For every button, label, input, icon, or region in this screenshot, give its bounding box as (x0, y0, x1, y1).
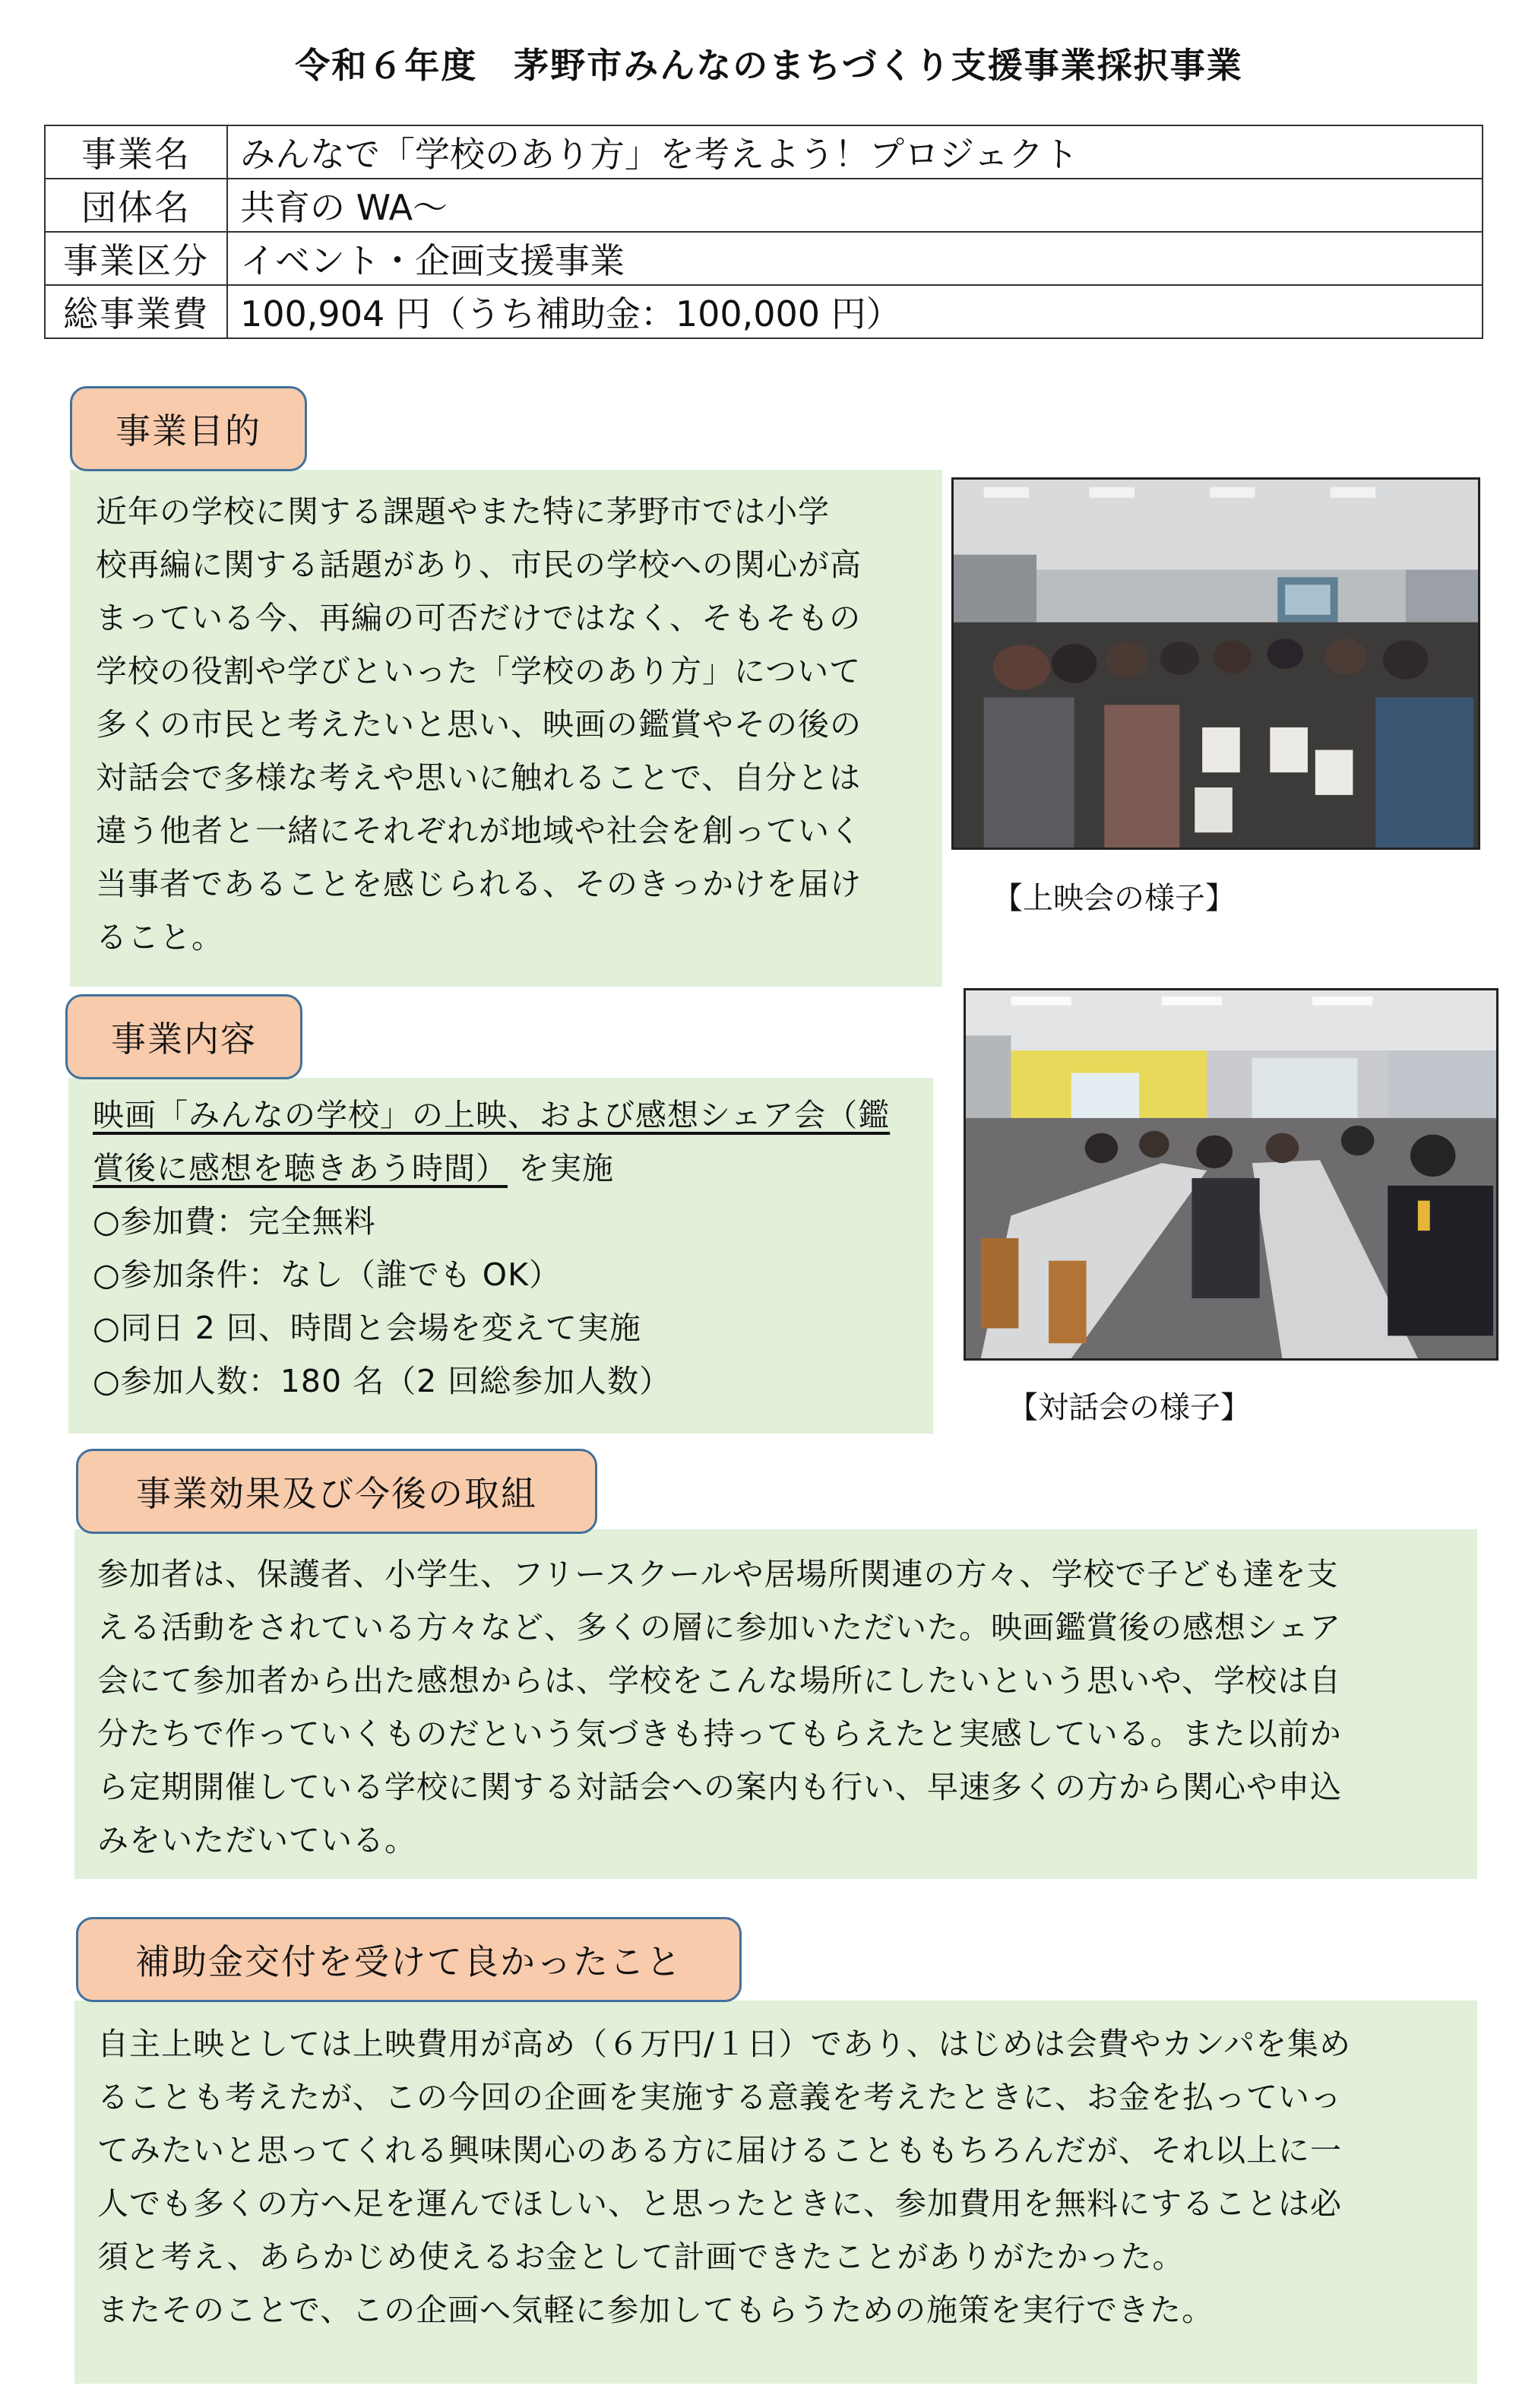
benefits-text (97, 2017, 1465, 2337)
category-label: 事業区分 (45, 232, 227, 285)
organization-value: 共育の WA～ (227, 179, 1483, 232)
dialogue-photo (964, 988, 1498, 1361)
effects-line: ら定期開催している学校に関する対話会への案内も行い、早速多くの方から関心や申込 (97, 1769, 1342, 1805)
total-cost-label: 総事業費 (45, 285, 227, 338)
table-row (45, 285, 1483, 338)
content-panel (68, 1078, 933, 1434)
total-cost-value: 100,904 円（うち補助金：100,000 円） (227, 285, 1483, 338)
project-name-value: みんなで「学校のあり方」を考えよう！プロジェクト (227, 125, 1483, 179)
benefits-heading: 補助金交付を受けて良かったこと (76, 1917, 742, 2002)
table-row (45, 179, 1483, 232)
purpose-line: まっている今、再編の可否だけではなく、そもそもの (96, 600, 862, 636)
effects-panel (74, 1529, 1477, 1879)
purpose-line: 違う他者と一緒にそれぞれが地域や社会を創っていく (96, 813, 862, 849)
effects-line: 会にて参加者から出た感想からは、学校をこんな場所にしたいという思いや、学校は自 (97, 1662, 1342, 1699)
screening-photo-caption: 【上映会の様子】 (992, 881, 1236, 916)
benefits-line: 自主上映としては上映費用が高め（６万円/１日）であり、はじめは会費やカンパを集め (97, 2026, 1351, 2062)
purpose-line: 校再編に関する話題があり、市民の学校への関心が高 (96, 547, 862, 583)
effects-heading: 事業効果及び今後の取組 (76, 1449, 597, 1534)
effects-text (97, 1548, 1465, 1867)
dialogue-photo-caption: 【対話会の様子】 (1008, 1390, 1251, 1425)
content-lead-line: 映画「みんなの学校」の上映、および感想シェア会（鑑 (93, 1097, 891, 1133)
table-row (45, 125, 1483, 179)
organization-label: 団体名 (45, 179, 227, 232)
project-info-table (44, 125, 1483, 339)
content-lead-suffix: を実施 (518, 1150, 615, 1187)
effects-line: みをいただいている。 (97, 1822, 416, 1858)
project-name-label: 事業名 (45, 125, 227, 179)
content-text (93, 1088, 921, 1408)
page-title: 令和６年度 茅野市みんなのまちづくり支援事業採択事業 (295, 45, 1243, 86)
purpose-heading: 事業目的 (70, 386, 307, 471)
list-item: ○参加費：完全無料 (93, 1203, 376, 1240)
effects-line: える活動をされている方々など、多くの層に参加いただいた。映画鑑賞後の感想シェア (97, 1609, 1342, 1646)
table-row (45, 232, 1483, 285)
list-item: ○参加人数：180 名（2 回総参加人数） (93, 1363, 672, 1399)
purpose-line: ること。 (96, 919, 223, 955)
benefits-panel (74, 2001, 1477, 2384)
list-item: ○参加条件：なし（誰でも OK） (93, 1256, 561, 1293)
list-item: ○同日 2 回、時間と会場を変えて実施 (93, 1310, 641, 1346)
purpose-panel (70, 470, 942, 987)
purpose-line: 近年の学校に関する課題やまた特に茅野市では小学 (96, 493, 830, 530)
benefits-line: 人でも多くの方へ足を運んでほしい、と思ったときに、参加費用を無料にすることは必 (97, 2185, 1342, 2222)
purpose-line: 多くの市民と考えたいと思い、映画の鑑賞やその後の (96, 706, 862, 743)
benefits-line: てみたいと思ってくれる興味関心のある方に届けることももちろんだが、それ以上に一 (97, 2132, 1342, 2169)
purpose-text (96, 485, 932, 964)
screening-photo (951, 477, 1480, 850)
benefits-line: 須と考え、あらかじめ使えるお金として計画できたことがありがたかった。 (97, 2238, 1185, 2275)
benefits-line: またそのことで、この企画へ気軽に参加してもらうための施策を実行できた。 (97, 2292, 1214, 2328)
effects-line: 分たちで作っていくものだという気づきも持ってもらえたと実感している。また以前か (97, 1716, 1342, 1752)
benefits-line: ることも考えたが、この今回の企画を実施する意義を考えたときに、お金を払っていっ (97, 2079, 1342, 2115)
purpose-line: 学校の役割や学びといった「学校のあり方」について (96, 653, 862, 689)
purpose-line: 対話会で多様な考えや思いに触れることで、自分とは (96, 759, 862, 796)
content-details-list (93, 1195, 921, 1408)
content-heading: 事業内容 (65, 994, 302, 1079)
category-value: イベント・企画支援事業 (227, 232, 1483, 285)
content-lead-line: 賞後に感想を聴きあう時間） (93, 1150, 508, 1187)
effects-line: 参加者は、保護者、小学生、フリースクールや居場所関連の方々、学校で子ども達を支 (97, 1556, 1339, 1592)
purpose-line: 当事者であることを感じられる、そのきっかけを届け (96, 866, 862, 902)
